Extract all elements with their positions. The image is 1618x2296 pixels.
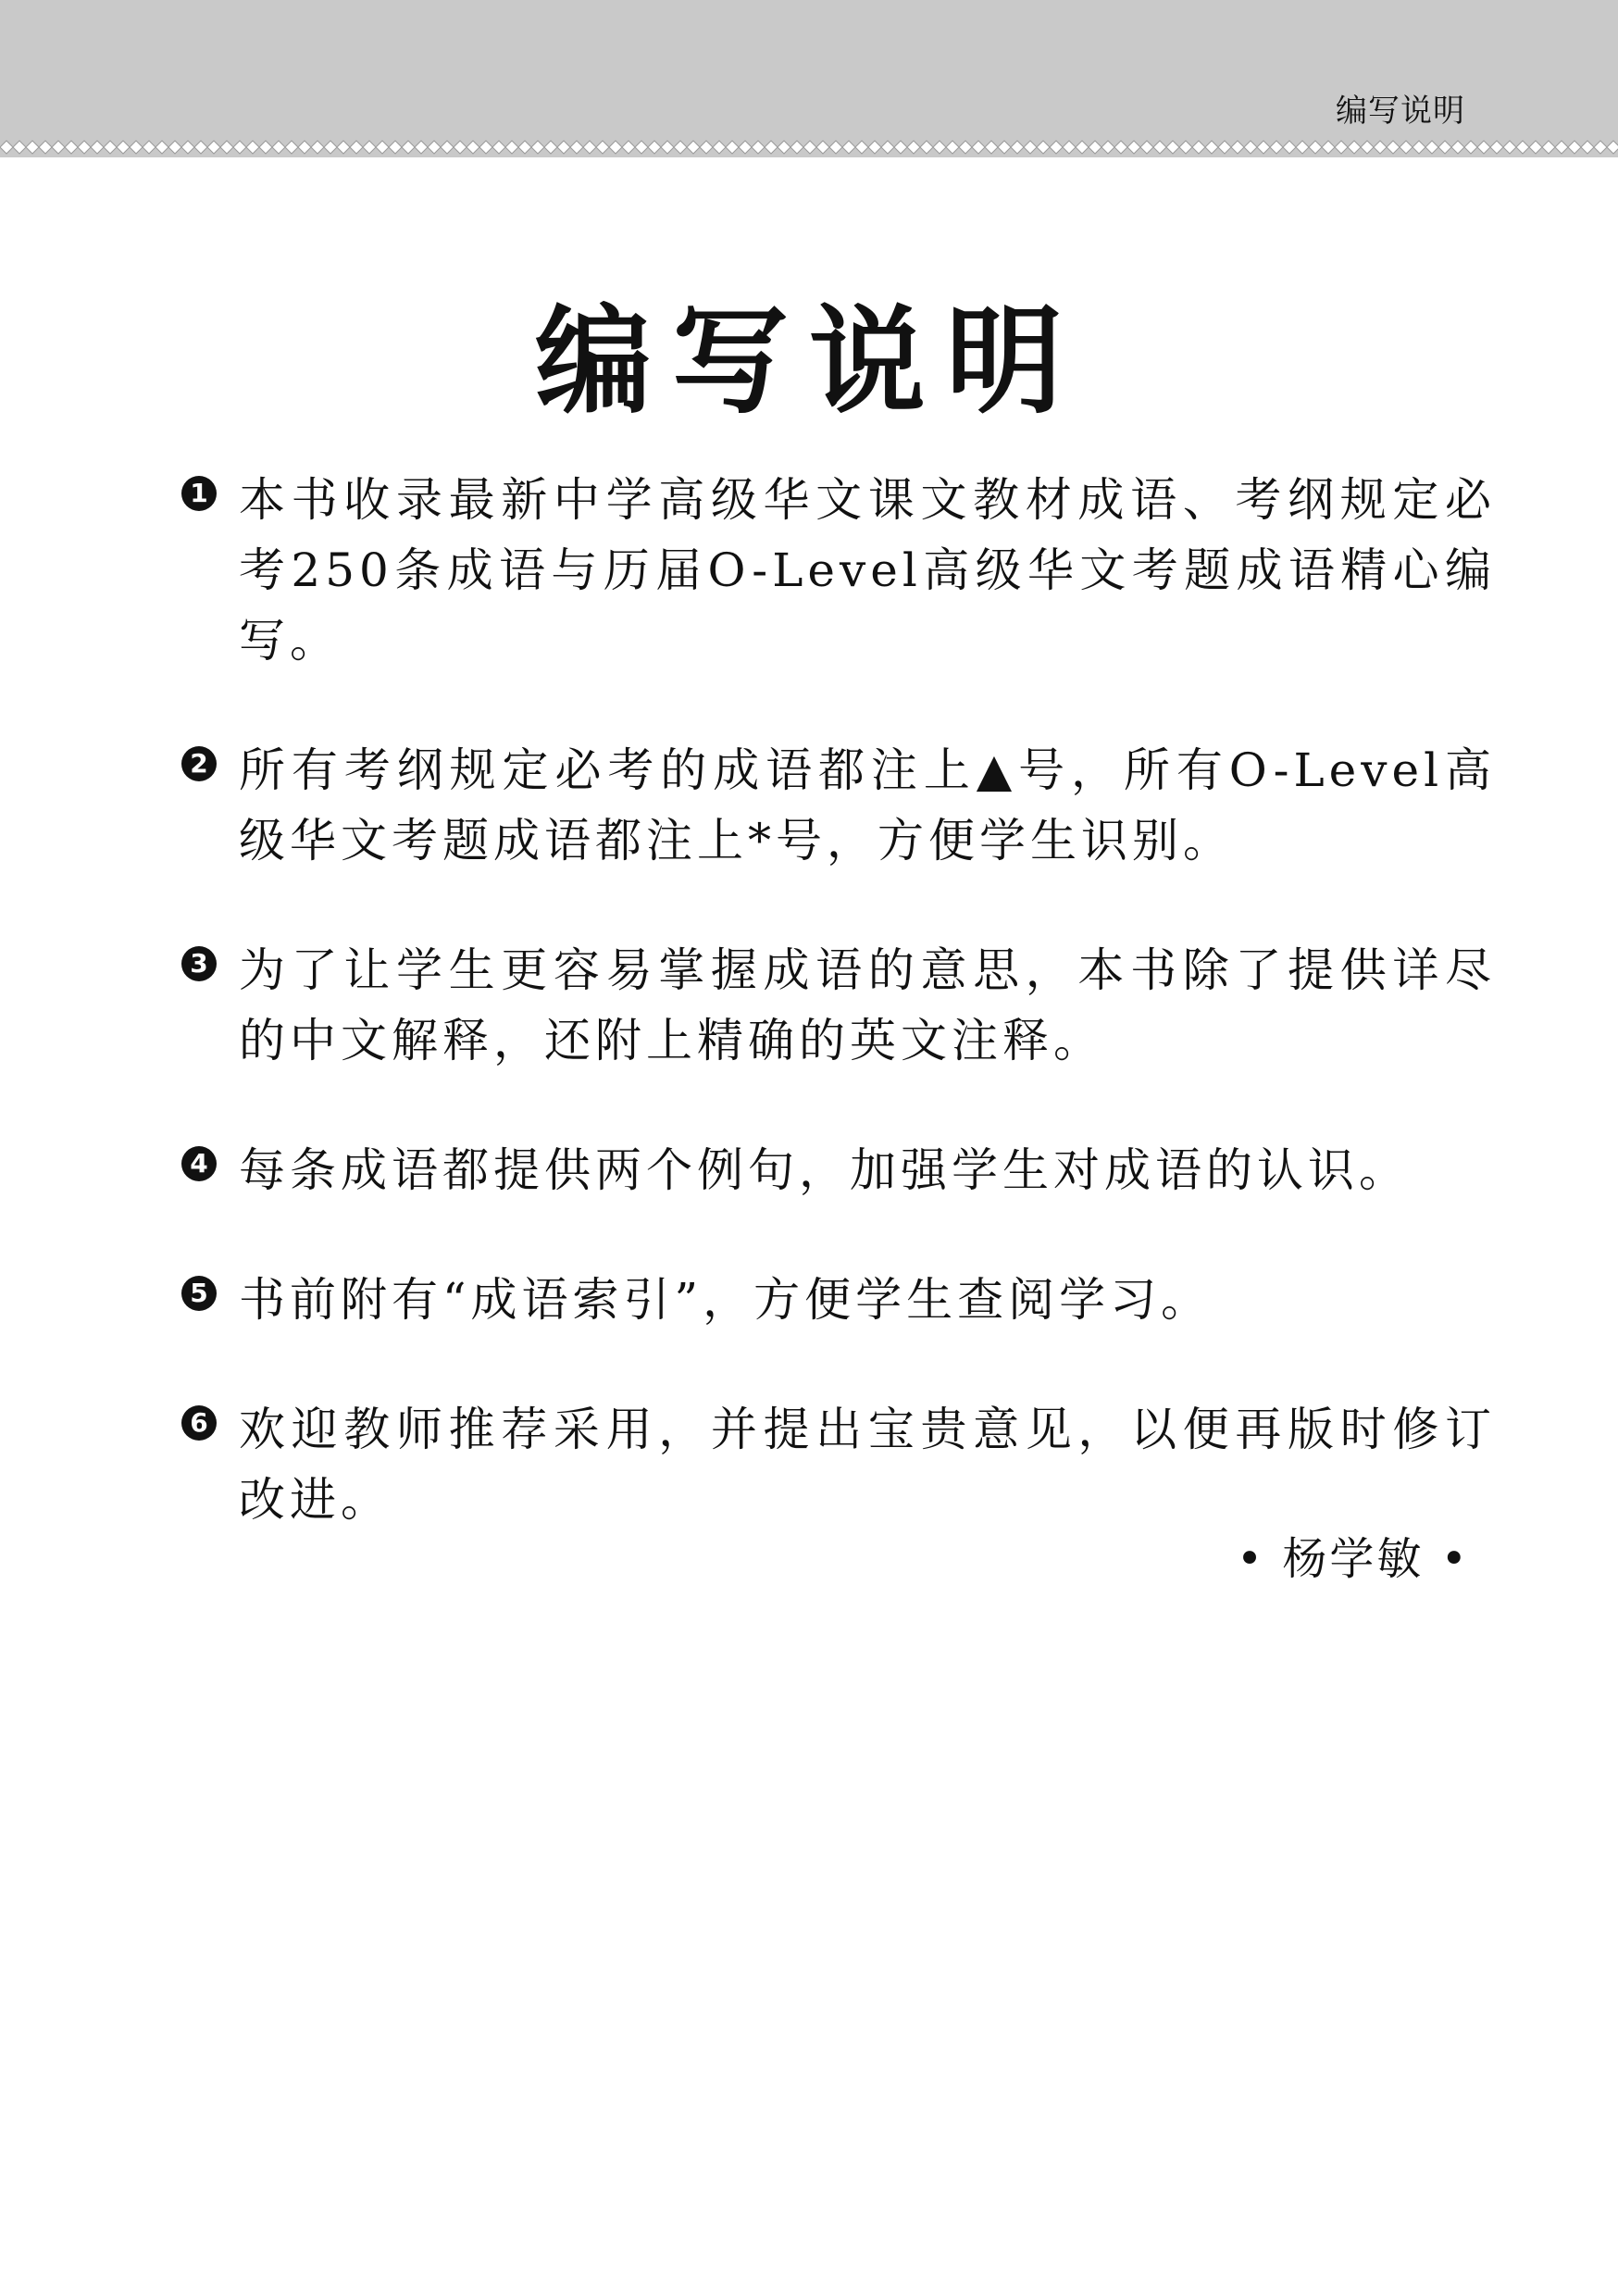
item-number: 3	[181, 946, 217, 981]
list-item	[181, 735, 1496, 876]
item-text: 所有考纲规定必考的成语都注上▲号，所有O-Level高级华文考题成语都注上*号，方便学生识别。	[239, 743, 1496, 867]
item-number: 2	[181, 746, 217, 781]
running-head: 编写说明	[1336, 93, 1465, 130]
item-number: 1	[181, 476, 217, 511]
item-number: 6	[181, 1405, 217, 1441]
item-number: 4	[181, 1146, 217, 1181]
item-text: 欢迎教师推荐采用，并提出宝贵意见，以便再版时修订改进。	[239, 1403, 1496, 1527]
author-signature: • 杨学敏 •	[1236, 1533, 1470, 1585]
item-text: 本书收录最新中学高级华文课文教材成语、考纲规定必考250条成语与历届O-Level高级华文考题成语精心编写。	[239, 473, 1496, 668]
list-item	[181, 935, 1496, 1076]
item-text: 每条成语都提供两个例句，加强学生对成语的认识。	[239, 1143, 1410, 1197]
item-text: 为了让学生更容易掌握成语的意思，本书除了提供详尽的中文解释，还附上精确的英文注释。	[239, 943, 1496, 1067]
list-item	[181, 1394, 1496, 1535]
item-number: 5	[181, 1276, 217, 1311]
page-title: 编写说明	[535, 293, 1083, 430]
list-item	[181, 1135, 1496, 1205]
decorative-border	[0, 137, 1618, 157]
header-band	[0, 0, 1618, 137]
notes-list	[181, 465, 1496, 1594]
item-text: 书前附有“成语索引”，方便学生查阅学习。	[239, 1273, 1213, 1327]
list-item	[181, 465, 1496, 676]
list-item	[181, 1265, 1496, 1335]
